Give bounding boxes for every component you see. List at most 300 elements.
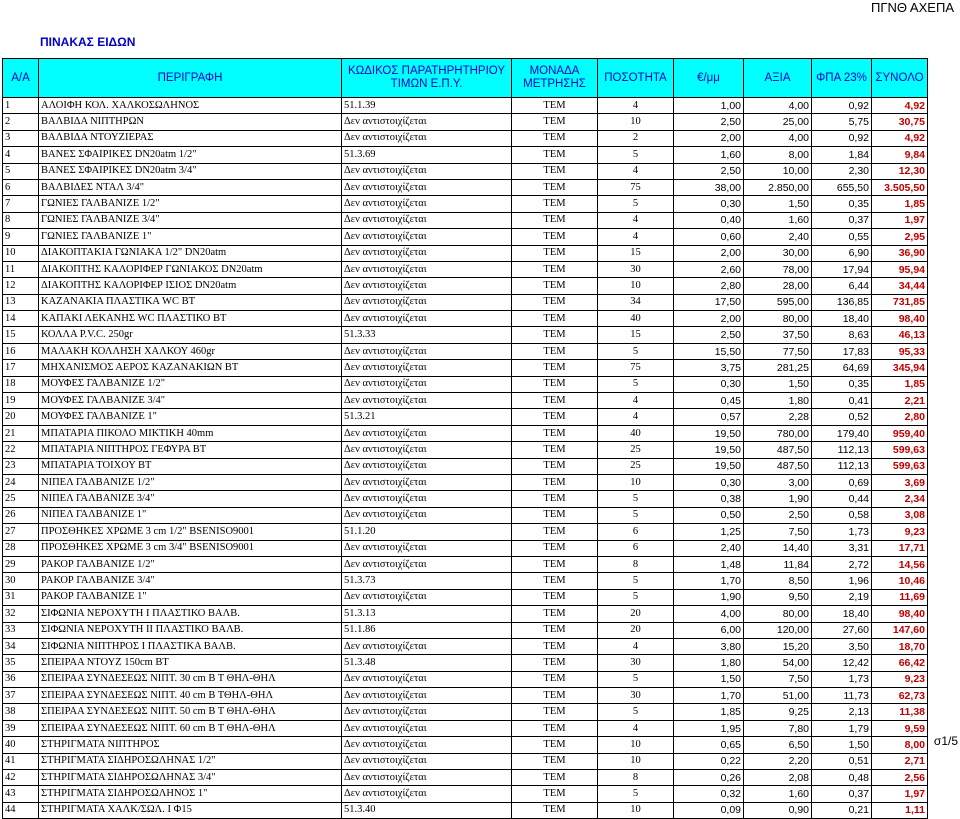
cell-description: ΣΤΗΡΙΓΜΑΤΑ ΣΙΔΗΡΟΣΩΛΗΝΑΣ 3/4" <box>39 770 342 786</box>
cell-unit: ΤΕΜ <box>512 573 598 589</box>
cell-description: ΠΡΟΣΘΗΚΕΣ ΧΡΩΜΕ 3 cm 3/4" BSENISO9001 <box>39 540 342 556</box>
cell-code: Δεν αντιστοιχίζεται <box>342 278 512 294</box>
cell-quantity: 25 <box>598 458 674 474</box>
cell-quantity: 40 <box>598 425 674 441</box>
cell-unit: ΤΕΜ <box>512 294 598 310</box>
cell-value: 4,00 <box>744 130 812 146</box>
cell-value: 1,90 <box>744 491 812 507</box>
cell-vat: 0,58 <box>812 507 872 523</box>
cell-index: 23 <box>3 458 39 474</box>
column-header: ΠΟΣΟΤΗΤΑ <box>598 59 674 98</box>
cell-code: Δεν αντιστοιχίζεται <box>342 720 512 736</box>
cell-unit: ΤΕΜ <box>512 556 598 572</box>
table-row <box>3 704 928 720</box>
table-row <box>3 360 928 376</box>
cell-vat: 1,79 <box>812 720 872 736</box>
cell-value: 80,00 <box>744 311 812 327</box>
cell-total: 9,59 <box>872 720 928 736</box>
table-row <box>3 179 928 195</box>
cell-vat: 0,44 <box>812 491 872 507</box>
cell-code: Δεν αντιστοιχίζεται <box>342 163 512 179</box>
table-row <box>3 327 928 343</box>
table-row <box>3 229 928 245</box>
table-row <box>3 622 928 638</box>
cell-unit-price: 0,45 <box>674 393 744 409</box>
cell-vat: 8,63 <box>812 327 872 343</box>
cell-unit-price: 2,40 <box>674 540 744 556</box>
table-row <box>3 147 928 163</box>
cell-code: Δεν αντιστοιχίζεται <box>342 261 512 277</box>
cell-code: Δεν αντιστοιχίζεται <box>342 491 512 507</box>
cell-unit-price: 3,75 <box>674 360 744 376</box>
cell-vat: 0,21 <box>812 802 872 818</box>
cell-index: 17 <box>3 360 39 376</box>
cell-unit-price: 19,50 <box>674 442 744 458</box>
cell-unit: ΤΕΜ <box>512 376 598 392</box>
cell-unit-price: 19,50 <box>674 425 744 441</box>
cell-unit: ΤΕΜ <box>512 442 598 458</box>
cell-total: 9,23 <box>872 671 928 687</box>
cell-total: 1,11 <box>872 802 928 818</box>
cell-unit: ΤΕΜ <box>512 638 598 654</box>
cell-description: ΝΙΠΕΛ ΓΑΛΒΑΝΙΖΕ 1/2" <box>39 474 342 490</box>
cell-unit: ΤΕΜ <box>512 606 598 622</box>
cell-unit: ΤΕΜ <box>512 343 598 359</box>
cell-quantity: 8 <box>598 556 674 572</box>
cell-vat: 0,48 <box>812 770 872 786</box>
cell-vat: 2,13 <box>812 704 872 720</box>
cell-total: 3.505,50 <box>872 179 928 195</box>
cell-index: 40 <box>3 737 39 753</box>
cell-index: 9 <box>3 229 39 245</box>
cell-code: Δεν αντιστοιχίζεται <box>342 130 512 146</box>
cell-value: 25,00 <box>744 114 812 130</box>
cell-unit: ΤΕΜ <box>512 720 598 736</box>
cell-code: Δεν αντιστοιχίζεται <box>342 343 512 359</box>
cell-description: ΚΑΠΑΚΙ ΛΕΚΑΝΗΣ WC ΠΛΑΣΤΙΚΟ BT <box>39 311 342 327</box>
cell-index: 26 <box>3 507 39 523</box>
cell-unit-price: 1,25 <box>674 524 744 540</box>
cell-index: 7 <box>3 196 39 212</box>
cell-unit-price: 0,22 <box>674 753 744 769</box>
cell-description: ΝΙΠΕΛ ΓΑΛΒΑΝΙΖΕ 1" <box>39 507 342 523</box>
cell-vat: 0,35 <box>812 376 872 392</box>
cell-description: ΡΑΚΟΡ ΓΑΛΒΑΝΙΖΕ 1" <box>39 589 342 605</box>
cell-quantity: 10 <box>598 474 674 490</box>
table-row <box>3 311 928 327</box>
cell-vat: 112,13 <box>812 458 872 474</box>
cell-unit-price: 3,80 <box>674 638 744 654</box>
column-header: €/μμ <box>674 59 744 98</box>
cell-value: 8,00 <box>744 147 812 163</box>
cell-code: 51.1.20 <box>342 524 512 540</box>
cell-code: 51.3.40 <box>342 802 512 818</box>
cell-total: 2,21 <box>872 393 928 409</box>
cell-unit-price: 4,00 <box>674 606 744 622</box>
cell-unit-price: 0,57 <box>674 409 744 425</box>
cell-total: 2,80 <box>872 409 928 425</box>
table-header-row <box>3 59 928 98</box>
cell-value: 1,80 <box>744 393 812 409</box>
cell-index: 38 <box>3 704 39 720</box>
cell-code: Δεν αντιστοιχίζεται <box>342 770 512 786</box>
cell-quantity: 15 <box>598 245 674 261</box>
cell-unit: ΤΕΜ <box>512 147 598 163</box>
cell-quantity: 4 <box>598 638 674 654</box>
cell-value: 8,50 <box>744 573 812 589</box>
table-row <box>3 688 928 704</box>
table-row <box>3 540 928 556</box>
cell-unit: ΤΕΜ <box>512 212 598 228</box>
cell-total: 18,70 <box>872 638 928 654</box>
cell-index: 29 <box>3 556 39 572</box>
cell-quantity: 10 <box>598 278 674 294</box>
cell-code: Δεν αντιστοιχίζεται <box>342 179 512 195</box>
cell-quantity: 15 <box>598 327 674 343</box>
cell-total: 9,23 <box>872 524 928 540</box>
cell-description: ΒΑΛΒΙΔΕΣ ΝΤΑΛ 3/4" <box>39 179 342 195</box>
cell-code: 51.3.69 <box>342 147 512 163</box>
cell-description: ΣΤΗΡΙΓΜΑΤΑ ΝΙΠΤΗΡΟΣ <box>39 737 342 753</box>
cell-description: ΒΑΝΕΣ ΣΦΑΙΡΙΚΕΣ DN20atm 1/2" <box>39 147 342 163</box>
cell-code: Δεν αντιστοιχίζεται <box>342 376 512 392</box>
cell-description: ΓΩΝΙΕΣ ΓΑΛΒΑΝΙΖΕ 1" <box>39 229 342 245</box>
table-row <box>3 671 928 687</box>
column-header: ΠΕΡΙΓΡΑΦΗ <box>39 59 342 98</box>
cell-vat: 0,92 <box>812 130 872 146</box>
cell-vat: 136,85 <box>812 294 872 310</box>
cell-unit: ΤΕΜ <box>512 229 598 245</box>
cell-code: 51.3.33 <box>342 327 512 343</box>
column-header: ΣΥΝΟΛΟ <box>872 59 928 98</box>
table-row <box>3 589 928 605</box>
cell-unit-price: 1,70 <box>674 573 744 589</box>
cell-unit: ΤΕΜ <box>512 458 598 474</box>
cell-value: 77,50 <box>744 343 812 359</box>
cell-unit: ΤΕΜ <box>512 163 598 179</box>
cell-quantity: 25 <box>598 442 674 458</box>
cell-index: 10 <box>3 245 39 261</box>
cell-total: 17,71 <box>872 540 928 556</box>
cell-vat: 0,37 <box>812 786 872 802</box>
cell-total: 2,71 <box>872 753 928 769</box>
cell-total: 9,84 <box>872 147 928 163</box>
cell-code: 51.3.73 <box>342 573 512 589</box>
cell-quantity: 5 <box>598 671 674 687</box>
cell-vat: 18,40 <box>812 606 872 622</box>
cell-description: ΣΤΗΡΙΓΜΑΤΑ ΣΙΔΗΡΟΣΩΛΗΝΟΣ 1" <box>39 786 342 802</box>
cell-index: 16 <box>3 343 39 359</box>
cell-vat: 11,73 <box>812 688 872 704</box>
cell-index: 27 <box>3 524 39 540</box>
cell-code: Δεν αντιστοιχίζεται <box>342 671 512 687</box>
cell-value: 28,00 <box>744 278 812 294</box>
cell-unit-price: 2,00 <box>674 245 744 261</box>
cell-index: 32 <box>3 606 39 622</box>
cell-vat: 6,44 <box>812 278 872 294</box>
cell-vat: 655,50 <box>812 179 872 195</box>
cell-code: Δεν αντιστοιχίζεται <box>342 442 512 458</box>
cell-vat: 64,69 <box>812 360 872 376</box>
cell-total: 4,92 <box>872 130 928 146</box>
cell-quantity: 5 <box>598 196 674 212</box>
cell-unit-price: 0,30 <box>674 474 744 490</box>
cell-total: 95,94 <box>872 261 928 277</box>
cell-index: 3 <box>3 130 39 146</box>
cell-description: ΜΠΑΤΑΡΙΑ ΠΙΚΟΛΟ ΜΙΚΤΙΚΗ 40mm <box>39 425 342 441</box>
cell-unit: ΤΕΜ <box>512 98 598 114</box>
cell-index: 31 <box>3 589 39 605</box>
cell-code: 51.1.86 <box>342 622 512 638</box>
cell-unit-price: 0,30 <box>674 376 744 392</box>
cell-value: 595,00 <box>744 294 812 310</box>
cell-index: 20 <box>3 409 39 425</box>
table-row <box>3 196 928 212</box>
table-row <box>3 786 928 802</box>
cell-vat: 3,31 <box>812 540 872 556</box>
table-row <box>3 491 928 507</box>
cell-value: 37,50 <box>744 327 812 343</box>
cell-description: ΣΠΕΙΡΑΑ ΣΥΝΔΕΣΕΩΣ ΝΙΠΤ. 40 cm Β ΤΘΗΛ-ΘΗΛ <box>39 688 342 704</box>
cell-unit: ΤΕΜ <box>512 393 598 409</box>
cell-description: ΡΑΚΟΡ ΓΑΛΒΑΝΙΖΕ 1/2" <box>39 556 342 572</box>
cell-value: 7,80 <box>744 720 812 736</box>
cell-total: 3,69 <box>872 474 928 490</box>
cell-unit: ΤΕΜ <box>512 311 598 327</box>
cell-unit-price: 0,32 <box>674 786 744 802</box>
cell-unit-price: 0,50 <box>674 507 744 523</box>
cell-value: 78,00 <box>744 261 812 277</box>
table-row <box>3 524 928 540</box>
cell-quantity: 4 <box>598 163 674 179</box>
header-right-label: ΠΓΝΘ ΑΧΕΠΑ <box>870 0 954 15</box>
cell-value: 0,90 <box>744 802 812 818</box>
column-header: ΜΟΝΑΔΑ ΜΕΤΡΗΣΗΣ <box>512 59 598 98</box>
cell-value: 487,50 <box>744 458 812 474</box>
cell-unit: ΤΕΜ <box>512 589 598 605</box>
table-row <box>3 638 928 654</box>
cell-unit-price: 1,00 <box>674 98 744 114</box>
cell-vat: 179,40 <box>812 425 872 441</box>
table-row <box>3 720 928 736</box>
cell-unit-price: 2,50 <box>674 327 744 343</box>
cell-quantity: 75 <box>598 360 674 376</box>
cell-unit-price: 1,70 <box>674 688 744 704</box>
cell-total: 147,60 <box>872 622 928 638</box>
cell-index: 37 <box>3 688 39 704</box>
cell-index: 18 <box>3 376 39 392</box>
table-row <box>3 130 928 146</box>
cell-unit: ΤΕΜ <box>512 770 598 786</box>
cell-description: ΝΙΠΕΛ ΓΑΛΒΑΝΙΖΕ 3/4" <box>39 491 342 507</box>
cell-total: 36,90 <box>872 245 928 261</box>
cell-code: 51.3.48 <box>342 655 512 671</box>
cell-index: 24 <box>3 474 39 490</box>
cell-value: 1,50 <box>744 196 812 212</box>
cell-vat: 1,84 <box>812 147 872 163</box>
cell-code: Δεν αντιστοιχίζεται <box>342 589 512 605</box>
cell-total: 46,13 <box>872 327 928 343</box>
cell-index: 5 <box>3 163 39 179</box>
cell-code: Δεν αντιστοιχίζεται <box>342 425 512 441</box>
cell-index: 25 <box>3 491 39 507</box>
cell-unit-price: 2,60 <box>674 261 744 277</box>
cell-value: 2,20 <box>744 753 812 769</box>
cell-unit-price: 17,50 <box>674 294 744 310</box>
cell-value: 1,60 <box>744 212 812 228</box>
cell-vat: 17,94 <box>812 261 872 277</box>
cell-vat: 0,92 <box>812 98 872 114</box>
cell-quantity: 4 <box>598 212 674 228</box>
cell-index: 30 <box>3 573 39 589</box>
cell-vat: 18,40 <box>812 311 872 327</box>
table-row <box>3 737 928 753</box>
table-row <box>3 442 928 458</box>
cell-code: Δεν αντιστοιχίζεται <box>342 753 512 769</box>
cell-total: 62,73 <box>872 688 928 704</box>
cell-value: 281,25 <box>744 360 812 376</box>
cell-total: 30,75 <box>872 114 928 130</box>
cell-description: ΣΤΗΡΙΓΜΑΤΑ ΧΑΛΚ/ΣΩΛ. Ι Φ15 <box>39 802 342 818</box>
cell-unit-price: 2,50 <box>674 114 744 130</box>
cell-index: 39 <box>3 720 39 736</box>
cell-value: 1,60 <box>744 786 812 802</box>
cell-unit-price: 19,50 <box>674 458 744 474</box>
cell-unit-price: 1,85 <box>674 704 744 720</box>
table-row <box>3 409 928 425</box>
cell-vat: 12,42 <box>812 655 872 671</box>
cell-value: 11,84 <box>744 556 812 572</box>
cell-total: 959,40 <box>872 425 928 441</box>
cell-code: Δεν αντιστοιχίζεται <box>342 507 512 523</box>
cell-value: 9,50 <box>744 589 812 605</box>
cell-description: ΣΠΕΙΡΑΑ ΣΥΝΔΕΣΕΩΣ ΝΙΠΤ. 60 cm Β Τ ΘΗΛ-ΘΗΛ <box>39 720 342 736</box>
cell-index: 19 <box>3 393 39 409</box>
cell-unit: ΤΕΜ <box>512 179 598 195</box>
table-row <box>3 753 928 769</box>
cell-unit: ΤΕΜ <box>512 327 598 343</box>
page-title: ΠΙΝΑΚΑΣ ΕΙΔΩΝ <box>40 35 136 49</box>
cell-vat: 1,73 <box>812 524 872 540</box>
cell-unit-price: 1,48 <box>674 556 744 572</box>
cell-index: 6 <box>3 179 39 195</box>
cell-description: ΔΙΑΚΟΠΤΗΣ ΚΑΛΟΡΙΦΕΡ ΓΩΝΙΑΚΟΣ DN20atm <box>39 261 342 277</box>
cell-unit-price: 6,00 <box>674 622 744 638</box>
table-body <box>3 98 928 819</box>
table-row <box>3 393 928 409</box>
cell-code: Δεν αντιστοιχίζεται <box>342 638 512 654</box>
cell-quantity: 8 <box>598 770 674 786</box>
cell-value: 2,50 <box>744 507 812 523</box>
cell-description: ΣΙΦΩΝΙΑ ΝΙΠΤΗΡΟΣ Ι ΠΛΑΣΤΙΚΑ ΒΑΛΒ. <box>39 638 342 654</box>
cell-vat: 2,30 <box>812 163 872 179</box>
cell-vat: 6,90 <box>812 245 872 261</box>
cell-vat: 1,96 <box>812 573 872 589</box>
cell-unit-price: 0,26 <box>674 770 744 786</box>
cell-description: ΓΩΝΙΕΣ ΓΑΛΒΑΝΙΖΕ 1/2" <box>39 196 342 212</box>
cell-value: 6,50 <box>744 737 812 753</box>
cell-vat: 0,69 <box>812 474 872 490</box>
table-row <box>3 278 928 294</box>
cell-unit: ΤΕΜ <box>512 655 598 671</box>
cell-total: 98,40 <box>872 311 928 327</box>
cell-description: ΣΠΕΙΡΑΑ ΣΥΝΔΕΣΕΩΣ ΝΙΠΤ. 30 cm Β Τ ΘΗΛ-ΘΗΛ <box>39 671 342 687</box>
cell-quantity: 20 <box>598 622 674 638</box>
cell-code: 51.3.13 <box>342 606 512 622</box>
table-row <box>3 98 928 114</box>
cell-total: 10,46 <box>872 573 928 589</box>
table-row <box>3 556 928 572</box>
cell-index: 11 <box>3 261 39 277</box>
table-row <box>3 163 928 179</box>
table-row <box>3 606 928 622</box>
cell-unit: ΤΕΜ <box>512 474 598 490</box>
cell-quantity: 4 <box>598 229 674 245</box>
table-row <box>3 425 928 441</box>
cell-value: 54,00 <box>744 655 812 671</box>
cell-unit: ΤΕΜ <box>512 540 598 556</box>
cell-unit-price: 0,09 <box>674 802 744 818</box>
cell-description: ΣΙΦΩΝΙΑ ΝΕΡΟΧΥΤΗ Ι ΠΛΑΣΤΙΚΟ ΒΑΛΒ. <box>39 606 342 622</box>
cell-unit-price: 1,95 <box>674 720 744 736</box>
cell-value: 80,00 <box>744 606 812 622</box>
cell-vat: 0,52 <box>812 409 872 425</box>
cell-description: ΔΙΑΚΟΠΤΗΣ ΚΑΛΟΡΙΦΕΡ ΙΣΙΟΣ DN20atm <box>39 278 342 294</box>
cell-unit: ΤΕΜ <box>512 196 598 212</box>
cell-vat: 0,51 <box>812 753 872 769</box>
cell-unit-price: 1,50 <box>674 671 744 687</box>
cell-index: 43 <box>3 786 39 802</box>
cell-total: 8,00 <box>872 737 928 753</box>
cell-quantity: 5 <box>598 573 674 589</box>
cell-description: ΠΡΟΣΘΗΚΕΣ ΧΡΩΜΕ 3 cm 1/2" BSENISO9001 <box>39 524 342 540</box>
cell-description: ΜΟΥΦΕΣ ΓΑΛΒΑΝΙΖΕ 3/4" <box>39 393 342 409</box>
table-row <box>3 802 928 818</box>
cell-unit-price: 2,50 <box>674 163 744 179</box>
cell-quantity: 5 <box>598 343 674 359</box>
cell-description: ΜΑΛΑΚΗ ΚΟΛΛΗΣΗ ΧΑΛΚΟΥ 460gr <box>39 343 342 359</box>
cell-vat: 5,75 <box>812 114 872 130</box>
column-header: ΚΩΔΙΚΟΣ ΠΑΡΑΤΗΡΗΤΗΡΙΟΥ ΤΙΜΩΝ Ε.Π.Υ. <box>342 59 512 98</box>
cell-unit: ΤΕΜ <box>512 802 598 818</box>
cell-unit-price: 0,60 <box>674 229 744 245</box>
cell-quantity: 5 <box>598 589 674 605</box>
cell-vat: 0,37 <box>812 212 872 228</box>
cell-value: 2,40 <box>744 229 812 245</box>
cell-quantity: 30 <box>598 688 674 704</box>
cell-quantity: 20 <box>598 606 674 622</box>
cell-value: 7,50 <box>744 524 812 540</box>
table-row <box>3 474 928 490</box>
cell-unit: ΤΕΜ <box>512 622 598 638</box>
cell-value: 15,20 <box>744 638 812 654</box>
cell-value: 120,00 <box>744 622 812 638</box>
cell-value: 9,25 <box>744 704 812 720</box>
cell-description: ΜΗΧΑΝΙΣΜΟΣ ΑΕΡΟΣ ΚΑΖΑΝΑΚΙΩΝ BT <box>39 360 342 376</box>
cell-index: 2 <box>3 114 39 130</box>
cell-code: Δεν αντιστοιχίζεται <box>342 737 512 753</box>
cell-description: ΑΛΟΙΦΗ ΚΟΛ. ΧΑΛΚΟΣΩΛΗΝΟΣ <box>39 98 342 114</box>
cell-quantity: 75 <box>598 179 674 195</box>
cell-index: 22 <box>3 442 39 458</box>
cell-total: 98,40 <box>872 606 928 622</box>
cell-quantity: 5 <box>598 376 674 392</box>
column-header: ΑΞΙΑ <box>744 59 812 98</box>
table-row <box>3 261 928 277</box>
cell-unit: ΤΕΜ <box>512 786 598 802</box>
cell-vat: 112,13 <box>812 442 872 458</box>
cell-unit: ΤΕΜ <box>512 261 598 277</box>
